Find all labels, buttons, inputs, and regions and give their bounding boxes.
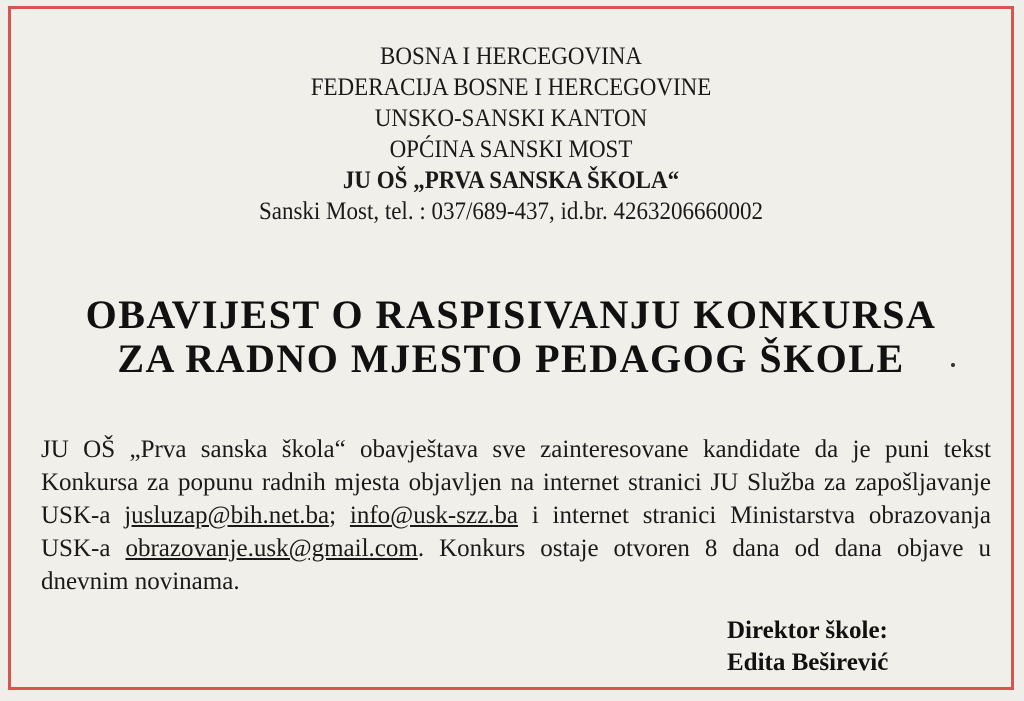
letterhead: [51, 41, 971, 227]
title-line-2: ZA RADNO MJESTO PEDAGOG ŠKOLE: [117, 336, 905, 381]
signature-block: [727, 615, 888, 679]
print-speck: [951, 363, 955, 367]
notice-frame: [8, 6, 1014, 690]
signature-role: Direktor škole:: [727, 617, 888, 644]
header-country: BOSNA I HERCEGOVINA: [380, 43, 642, 70]
body-text-2: i internet stranici Ministarstva obrazovanja USK-a: [41, 502, 992, 562]
notice-body: [41, 433, 991, 598]
signature-name: Edita Beširević: [727, 649, 889, 676]
email-link-jusluzap[interactable]: jusluzap@bih.net.ba: [124, 502, 330, 529]
email-link-ministry[interactable]: obrazovanje.usk@gmail.com: [125, 535, 418, 562]
header-canton: UNSKO-SANSKI KANTON: [374, 105, 648, 132]
body-separator: ;: [329, 502, 350, 529]
header-federation: FEDERACIJA BOSNE I HERCEGOVINE: [310, 74, 712, 101]
header-school-name: JU OŠ „PRVA SANSKA ŠKOLA“: [342, 167, 680, 194]
title-line-1: OBAVIJEST O RASPISIVANJU KONKURSA: [85, 292, 937, 337]
body-text-3: . Konkurs ostaje otvoren 8 dana od dana objave u dnevnim novinama.: [41, 535, 992, 595]
body-text-1: JU OŠ „Prva sanska škola“ obavještava sve zainteresovane kandidate da je puni tekst Konkursa za popunu radnih mjesta objavljen na internet stranici JU Služba za zapošljavanje USK-a: [41, 436, 991, 529]
header-municipality: OPĆINA SANSKI MOST: [389, 136, 633, 163]
notice-title: [11, 293, 1011, 381]
email-link-info[interactable]: info@usk-szz.ba: [349, 502, 519, 529]
header-contact: Sanski Most, tel. : 037/689-437, id.br. 4263206660002: [258, 198, 764, 225]
